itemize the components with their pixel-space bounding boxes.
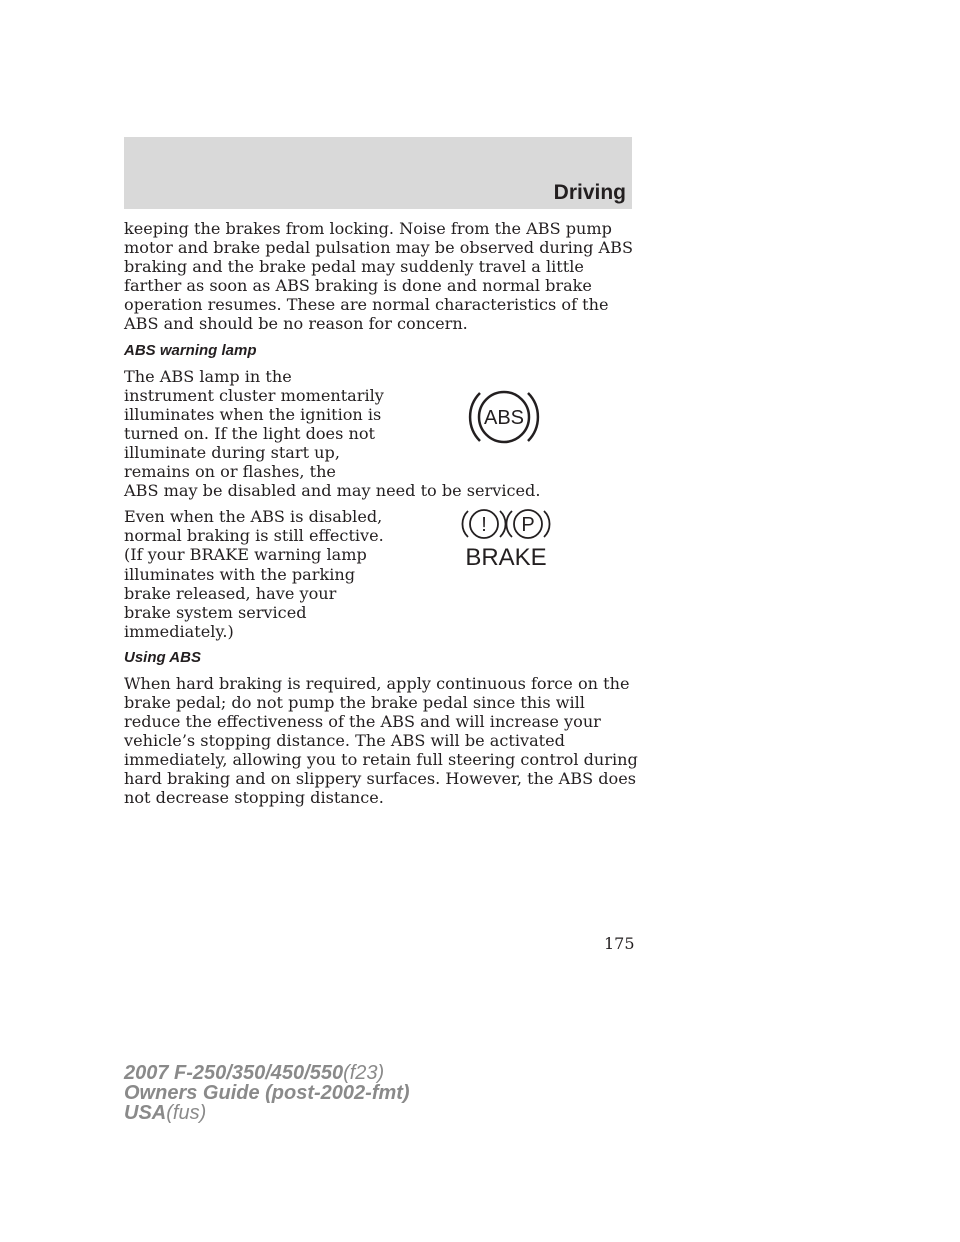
abs-warning-text-continued: ABS may be disabled and may need to be serviced. xyxy=(124,481,541,501)
brake-exclamation-glyph: ! xyxy=(481,514,487,537)
brake-lamp-label: BRAKE xyxy=(465,544,547,570)
page-content xyxy=(124,219,644,815)
footer-market-line xyxy=(124,1103,410,1123)
document-footer xyxy=(124,1063,410,1123)
abs-warning-lamp-icon xyxy=(464,377,544,457)
intro-paragraph: keeping the brakes from locking. Noise from the ABS pump motor and brake pedal pulsation may be observed during ABS braking and the brake pedal may suddenly travel a little farther as soon as ABS braking is done and normal brake operation resumes. These are normal characteristics of the ABS and should be no reason for concern. xyxy=(124,219,633,334)
abs-disabled-block xyxy=(124,507,644,641)
footer-market: USA xyxy=(124,1102,167,1124)
footer-market-code: (fus) xyxy=(166,1102,207,1124)
using-abs-text: When hard braking is required, apply continuous force on the brake pedal; do not pump the brake pedal since this will reduce the effectiveness of the ABS and will increase your vehicle’s stopping distance. The ABS will be activated immediately, allowing you to retain full steering control during hard braking and on slippery surfaces. However, the ABS does not decrease stopping distance. xyxy=(124,673,638,808)
footer-model-line xyxy=(124,1063,410,1083)
abs-warning-text: The ABS lamp in the instrument cluster momentarily illuminates when the ignition is turned on. If the light does not illuminate during start up, remains on or flashes, the xyxy=(124,366,384,482)
abs-disabled-text: Even when the ABS is disabled, normal braking is still effective. (If your BRAKE warning lamp illuminates with the parking brake released, have your brake system serviced immediately.) xyxy=(124,507,384,641)
brake-parking-glyph: P xyxy=(521,514,535,537)
using-abs-heading: Using ABS xyxy=(124,648,201,666)
abs-lamp-label: ABS xyxy=(483,406,525,429)
footer-guide-line: Owners Guide (post-2002-fmt) xyxy=(124,1082,410,1104)
abs-warning-block xyxy=(124,367,644,501)
footer-model: 2007 F-250/350/450/550 xyxy=(124,1062,344,1084)
section-title: Driving xyxy=(553,181,626,204)
page-number: 175 xyxy=(604,934,635,953)
brake-warning-lamp-icon xyxy=(460,507,560,569)
section-header-band xyxy=(124,137,632,209)
abs-warning-heading: ABS warning lamp xyxy=(124,341,257,359)
footer-model-code: (f23) xyxy=(343,1062,385,1084)
